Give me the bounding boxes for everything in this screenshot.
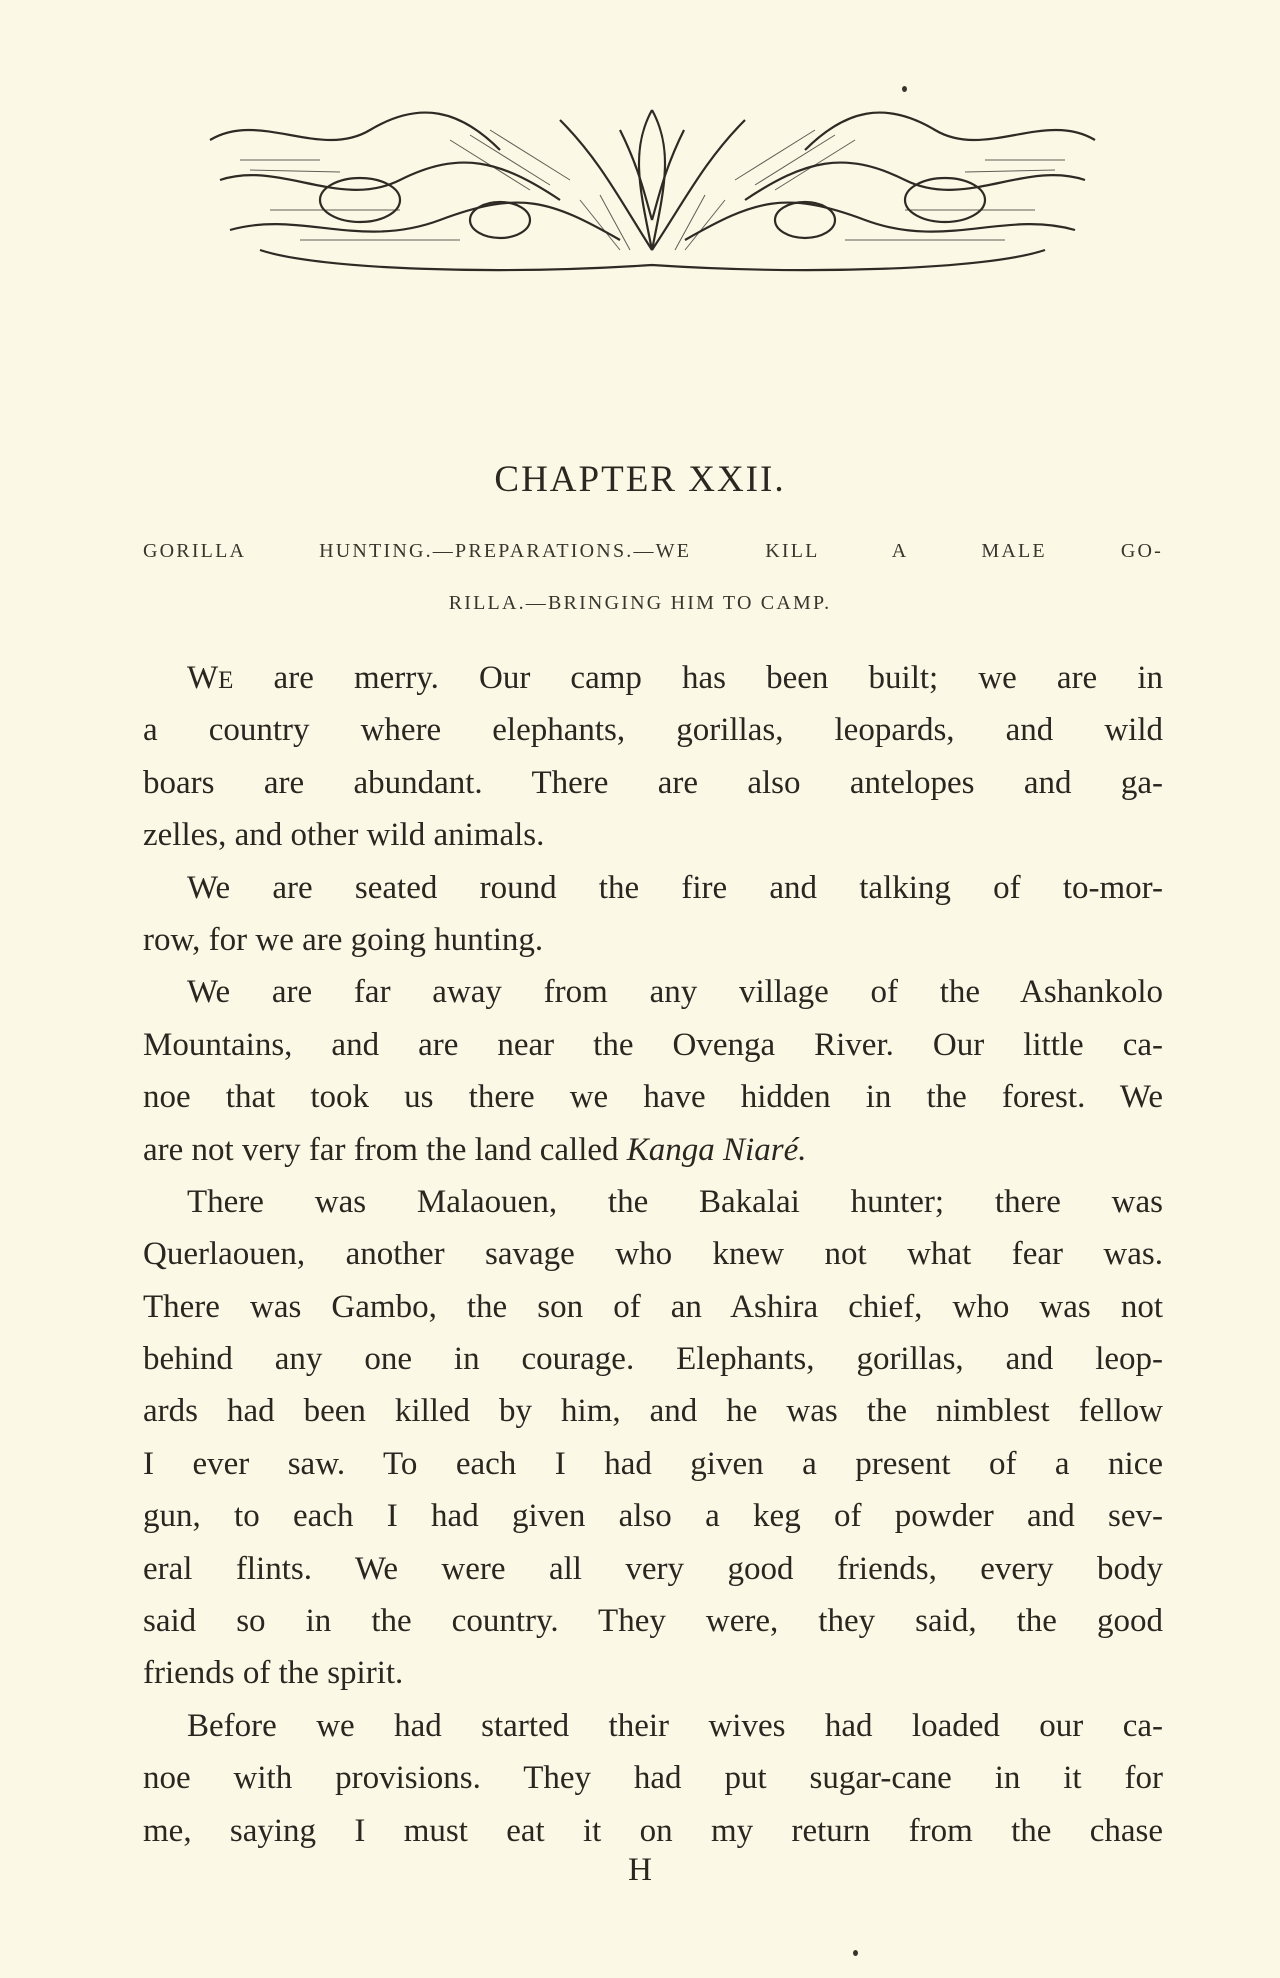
text-line: friends of the spirit. bbox=[143, 1655, 404, 1692]
chapter-subheading-line-2: RILLA.—BRINGING HIM TO CAMP. bbox=[448, 592, 832, 614]
text-line: me, saying I must eat it on my return from the chase bbox=[143, 1812, 1163, 1849]
text-line: Before we had started their wives had loaded our ca- bbox=[187, 1707, 1163, 1744]
floral-ornament-icon bbox=[200, 100, 1105, 275]
text-line bbox=[143, 652, 1163, 704]
chapter-title: CHAPTER XXII. bbox=[494, 459, 786, 500]
text-line bbox=[143, 1124, 1163, 1176]
text-line: behind any one in courage. Elephants, gorillas, and leop- bbox=[143, 1341, 1163, 1378]
text-line: Mountains, and are near the Ovenga River. Our little ca- bbox=[143, 1026, 1163, 1063]
italic-place-name: Kanga Niaré. bbox=[626, 1131, 807, 1168]
signature-mark: H bbox=[628, 1852, 652, 1888]
text-line-content: are merry. Our camp has been built; we are in bbox=[233, 660, 1163, 696]
text-line: boars are abundant. There are also antelopes and ga- bbox=[143, 764, 1163, 801]
text-line: row, for we are going hunting. bbox=[143, 921, 544, 958]
chapter-subheading-line-1: GORILLA HUNTING.—PREPARATIONS.—WE KILL A MALE GO- bbox=[143, 540, 1163, 562]
ornamental-headpiece bbox=[200, 100, 1105, 275]
text-line: There was Malaouen, the Bakalai hunter; there was bbox=[187, 1183, 1163, 1220]
ink-speck bbox=[853, 1950, 858, 1956]
text-line: We are seated round the fire and talking of to-mor- bbox=[187, 869, 1163, 906]
text-line: We are far away from any village of the Ashankolo bbox=[187, 974, 1163, 1011]
ink-speck bbox=[902, 86, 907, 92]
text-line: ards had been killed by him, and he was the nimblest fellow bbox=[143, 1393, 1163, 1430]
text-line: zelles, and other wild animals. bbox=[143, 817, 545, 854]
text-line: said so in the country. They were, they said, the good bbox=[143, 1603, 1163, 1640]
text-line: noe with provisions. They had put sugar-cane in it for bbox=[143, 1760, 1163, 1797]
text-line: noe that took us there we have hidden in the forest. We bbox=[143, 1079, 1163, 1116]
lead-small-caps: E bbox=[218, 667, 234, 694]
text-line: There was Gambo, the son of an Ashira chief, who was not bbox=[143, 1288, 1163, 1325]
text-line: Querlaouen, another savage who knew not what fear was. bbox=[143, 1236, 1163, 1273]
text-line: I ever saw. To each I had given a present of a nice bbox=[143, 1445, 1163, 1482]
text-line: gun, to each I had given also a keg of powder and sev- bbox=[143, 1498, 1163, 1535]
chapter-body bbox=[143, 652, 1163, 1857]
lead-capital: W bbox=[187, 660, 219, 696]
text-line: a country where elephants, gorillas, leopards, and wild bbox=[143, 712, 1163, 749]
text-line-content: are not very far from the land called bbox=[143, 1131, 627, 1168]
text-line: eral flints. We were all very good friends, every body bbox=[143, 1550, 1163, 1587]
